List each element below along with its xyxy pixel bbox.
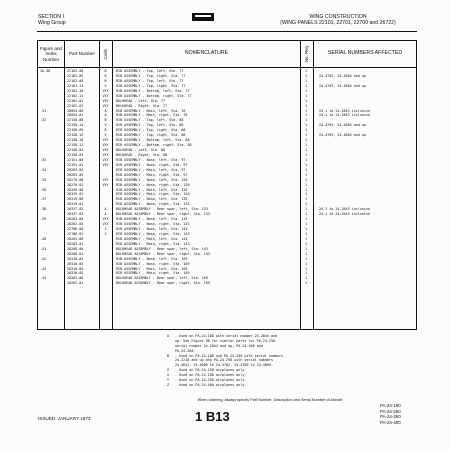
part-number: 22151-01	[67, 162, 84, 167]
quantity-cell: 1	[304, 83, 308, 88]
ordering-note: When ordering, always specify Part Number, Description and Serial Number of Aircraft	[197, 398, 343, 402]
code-notes	[37, 334, 417, 388]
model-list	[380, 403, 401, 425]
quantity-cell: 1	[304, 261, 308, 266]
code-cell: B	[104, 69, 107, 73]
nomenclature-cell: RIB ASSEMBLY - Nose, left, Sta. 135	[116, 197, 188, 202]
quantity-cell: 1	[304, 202, 308, 207]
figure-number: -40	[40, 236, 47, 241]
nomenclature-cell: RIB ASSEMBLY - Main, left, Sta. 97	[116, 167, 186, 172]
note-key: X	[167, 373, 170, 378]
part-number: 22158-09	[67, 128, 84, 133]
nomenclature-cell: RIB ASSEMBLY - Main, left, Sta. 169	[116, 266, 188, 271]
nomenclature-cell: RIB ASSEMBLY - Nose, right, Sta. 169	[116, 261, 190, 266]
note-line	[37, 383, 417, 388]
table-body	[38, 69, 416, 286]
code-header-text: Code	[103, 48, 109, 60]
column-header-part: Part Number	[68, 51, 96, 57]
code-cell: B	[104, 118, 107, 123]
quantity-cell: 1	[304, 222, 308, 227]
part-number: 20310-05	[67, 271, 84, 276]
nomenclature-cell: RIB ASSEMBLY - Main, left, Sta. 78	[116, 108, 186, 113]
model-item: PA-24-250	[380, 408, 401, 414]
part-number: 20263-04	[67, 167, 84, 172]
nomenclature-cell: RIB ASSEMBLY - Nose, left, Sta. 143	[116, 217, 188, 222]
part-number: 22162-09	[67, 73, 84, 78]
part-number: 22158-03	[67, 152, 84, 157]
code-cell: VXY	[102, 157, 109, 162]
code-cell: B	[104, 73, 107, 78]
figure-number: -42	[40, 256, 47, 261]
part-number: 22158-08	[67, 118, 84, 123]
part-number: 22158-10	[67, 138, 84, 143]
nomenclature-cell: BULKHEAD ASSEMBLY - Rear spar, right, Sta. 169	[116, 281, 210, 286]
part-number: 20349-00	[67, 187, 84, 192]
code-cell: A	[104, 108, 107, 113]
part-number: 22151-00	[67, 157, 84, 162]
note-key: A	[167, 334, 170, 338]
nomenclature-cell: RIB ASSEMBLY - Top, right, Sta. 77	[116, 73, 186, 78]
nomenclature-cell: RIB ASSEMBLY - Bottom, right, Sta. 88	[116, 143, 192, 148]
part-number: 20263-01	[67, 241, 84, 246]
note-text: - Used on PA-24-180 and PA-24-250 with serial numbers	[175, 353, 284, 358]
model-item: PA-24-400	[380, 419, 401, 425]
quantity-cell: 1	[304, 108, 308, 113]
nomenclature-cell: BULKHEAD - Left, Sta. 88	[116, 148, 165, 152]
note-text: - Used on PA-24-400 airplanes only.	[175, 382, 247, 387]
serial-cell: 24-1 to 24-2643 inclusive	[319, 212, 371, 217]
serial-cell: 24-1 to 24-2843 inclusive	[319, 108, 371, 113]
quantity-cell: 1	[304, 73, 308, 78]
nomenclature-cell: RIB ASSEMBLY - Top, right, Sta. 88	[116, 128, 186, 133]
nomenclature-cell: RIB ASSEMBLY - Nose, right, Sta. 143	[116, 231, 190, 236]
part-number: 22162-09	[67, 78, 84, 83]
nomenclature-cell: RIB ASSEMBLY - Top, left, Sta. 77	[116, 69, 184, 73]
figure-number: -31	[40, 108, 47, 113]
quantity-cell: 1	[304, 93, 308, 98]
code-cell: Z	[104, 231, 107, 236]
quantity-cell: 1	[304, 192, 308, 197]
nomenclature-cell: RIB ASSEMBLY - Nose, left, Sta. 120	[116, 177, 188, 182]
quantity-cell: 1	[304, 103, 308, 108]
part-number: 20349-01	[67, 192, 84, 197]
nomenclature-cell: RIB ASSEMBLY - Top, left, Sta. 77	[116, 78, 184, 83]
quantity-cell: 1	[304, 152, 308, 157]
part-number: 22786-00	[67, 227, 84, 231]
part-number: 20263-05	[67, 172, 84, 177]
header-left	[38, 14, 66, 26]
nomenclature-cell: RIB ASSEMBLY - Main, left, Sta. 143	[116, 236, 188, 241]
nomenclature-cell: RIB ASSEMBLY - Top, right, Sta. 77	[116, 83, 186, 88]
note-text: - Used on PA-24-180 with serial number 24-2844 and	[175, 334, 278, 338]
nomenclature-cell: BULKHEAD - Left, Sta. 77	[116, 98, 165, 103]
figure-number: -34	[40, 167, 47, 172]
code-cell: VXY	[102, 93, 109, 98]
code-cell: V	[104, 133, 107, 138]
quantity-cell: 1	[304, 236, 308, 241]
nomenclature-cell: RIB ASSEMBLY - Main, right, Sta. 78	[116, 113, 188, 118]
nomenclature-cell: RIB ASSEMBLY - Main, right, Sta. 120	[116, 192, 190, 197]
serial-cell: 24-1 to 24-2843 inclusive	[319, 113, 371, 118]
page-subtitle: (WING PANELS 22101, 22701, 22700 and 26722)	[280, 20, 396, 26]
nomenclature-cell: RIB ASSEMBLY - Nose, right, Sta. 143	[116, 222, 190, 227]
part-number: 22786-01	[67, 231, 84, 236]
group-label: Wing Group	[38, 20, 66, 26]
nomenclature-cell: RIB ASSEMBLY - Main, right, Sta. 97	[116, 172, 188, 177]
nomenclature-cell: BULKHEAD ASSEMBLY - Rear spar, right, Sta. 133	[116, 212, 210, 217]
part-number: 20054-01	[67, 113, 84, 118]
quantity-cell: 1	[304, 138, 308, 143]
nomenclature-cell: RIB ASSEMBLY - Nose, left, Sta. 169	[116, 256, 188, 261]
parts-table	[37, 40, 417, 330]
quantity-cell: 1	[304, 78, 308, 83]
column-header-code	[100, 41, 112, 67]
note-key: Z	[167, 382, 170, 387]
quantity-cell: 1	[304, 98, 308, 103]
quantity-cell: 1	[304, 177, 308, 182]
code-cell: V	[104, 123, 107, 128]
code-cell: VXY	[102, 152, 109, 157]
header-divider	[37, 31, 417, 32]
figure-number: -37	[40, 197, 47, 202]
figure-number: -35	[40, 177, 47, 182]
quantity-cell: 1	[304, 212, 308, 217]
quantity-cell: 1	[304, 69, 308, 73]
part-number: 20337-02	[67, 207, 84, 212]
section-label: SECTION I	[38, 14, 64, 20]
quantity-cell: 1	[304, 271, 308, 276]
page-code: 1 B13	[195, 409, 230, 424]
code-cell: V	[104, 83, 107, 88]
column-header-req	[301, 41, 313, 67]
column-header-figure: Figure and Index Number	[40, 46, 62, 62]
part-number: 20262-00	[67, 276, 84, 281]
part-number: 20270-00	[67, 177, 84, 182]
quantity-cell: 1	[304, 162, 308, 167]
code-cell: VXY	[102, 222, 109, 227]
figure-number: -38	[40, 207, 47, 212]
quantity-cell: 1	[304, 128, 308, 133]
quantity-cell: 1	[304, 217, 308, 222]
part-number: 20263-00	[67, 236, 84, 241]
part-number: 20270-01	[67, 182, 84, 187]
quantity-cell: 1	[304, 241, 308, 246]
note-key: Y	[167, 378, 170, 383]
quantity-cell: 1	[304, 182, 308, 187]
column-header-serial: SERIAL NUMBERS AFFECTED	[327, 50, 403, 57]
figure-number: -44	[40, 276, 47, 281]
part-number: 22158-15	[67, 133, 84, 138]
part-number: 20310-04	[67, 266, 84, 271]
code-cell: VXY	[102, 177, 109, 182]
code-cell: Z	[104, 227, 107, 231]
part-number: 20319-00	[67, 197, 84, 202]
figure-number: -39	[40, 217, 47, 222]
part-number: 20262-03	[67, 222, 84, 227]
nomenclature-cell: RIB ASSEMBLY - Main, right, Sta. 169	[116, 271, 190, 276]
code-cell: VXY	[102, 148, 109, 152]
part-number: 20310-02	[67, 256, 84, 261]
part-number: 22158-11	[67, 143, 84, 148]
note-key: V	[167, 368, 170, 373]
code-cell: B	[104, 78, 107, 83]
figure-number: -43	[40, 266, 47, 271]
nomenclature-cell: RIB ASSEMBLY - Bottom, left, Sta. 77	[116, 88, 190, 93]
part-number: 20319-01	[67, 202, 84, 207]
quantity-cell: 1	[304, 123, 308, 128]
note-text: - Used on PA-24-180 airplanes only.	[175, 373, 247, 378]
nomenclature-cell: RIB ASSEMBLY - Nose, right, Sta. 97	[116, 162, 188, 167]
note-text: PA-24-260.	[175, 348, 196, 353]
quantity-cell: 1	[304, 133, 308, 138]
part-number: 20337-03	[67, 212, 84, 217]
nomenclature-cell: RIB ASSEMBLY - Nose, left, Sta. 97	[116, 157, 186, 162]
quantity-cell: 1	[304, 167, 308, 172]
quantity-cell: 1	[304, 187, 308, 192]
nomenclature-cell: RIB ASSEMBLY - Top, right, Sta. 88	[116, 133, 186, 138]
quantity-cell: 1	[304, 276, 308, 281]
code-cell: VXY	[102, 217, 109, 222]
code-cell: A	[104, 113, 107, 118]
part-number: 22162-10	[67, 88, 84, 93]
figure-number: -33	[40, 157, 47, 162]
brand-logo	[192, 13, 214, 21]
issued-date: ISSUED: JANUARY 1973	[38, 416, 91, 421]
page-title: WING CONSTRUCTION	[309, 14, 367, 20]
quantity-cell: 1	[304, 266, 308, 271]
note-text: 24-2210 and up and PA-24-250 with serial numbers	[175, 358, 273, 363]
note-text: serial number 24-2844 and up, PA-24-400 and	[175, 343, 263, 348]
nomenclature-cell: RIB ASSEMBLY - Nose, left, Sta. 143	[116, 227, 188, 231]
column-header-nomenclature: NOMENCLATURE	[184, 50, 229, 57]
code-cell: VXY	[102, 138, 109, 143]
quantity-cell: 1	[304, 227, 308, 231]
part-number: 22162-13	[67, 83, 84, 88]
nomenclature-cell: RIB ASSEMBLY - Nose, right, Sta. 135	[116, 202, 190, 207]
nomenclature-cell: RIB ASSEMBLY - Main, right, Sta. 143	[116, 241, 190, 246]
nomenclature-cell: RIB ASSEMBLY - Top, left, Sta. 88	[116, 118, 184, 123]
part-number: 22162-08	[67, 69, 84, 73]
part-number: 20262-01	[67, 281, 84, 286]
quantity-cell: 1	[304, 281, 308, 286]
nomenclature-cell: BULKHEAD - Right, Sta. 77	[116, 103, 168, 108]
model-item: PA-24-260	[380, 414, 401, 420]
quantity-cell: 1	[304, 113, 308, 118]
note-key: B	[167, 353, 170, 358]
code-cell: VXY	[102, 182, 109, 187]
code-cell: VXY	[102, 88, 109, 93]
note-text: 24-3642, 24-4000 to 24-4702, 24-4780 to 24-4803.	[175, 363, 273, 368]
figure-number: -36	[40, 187, 47, 192]
quantity-cell: 1	[304, 157, 308, 162]
code-cell: VXY	[102, 103, 109, 108]
quantity-cell: 1	[304, 256, 308, 261]
part-number: 22162-02	[67, 98, 84, 103]
part-number: 20054-00	[67, 108, 84, 113]
code-cell: A	[104, 212, 107, 217]
quantity-cell: 1	[304, 148, 308, 152]
model-item: PA-24-180	[380, 403, 401, 408]
note-text: up. See Figure 3B for similar parts for PA-24-250	[175, 338, 276, 343]
figure-number: -32	[40, 118, 47, 123]
nomenclature-cell: RIB ASSEMBLY - Top, left, Sta. 88	[116, 123, 184, 128]
code-cell: VXY	[102, 98, 109, 103]
nomenclature-cell: RIB ASSEMBLY - Bottom, left, Sta. 88	[116, 138, 190, 143]
serial-cell: 24-1 to 24-2643 inclusive	[319, 207, 371, 212]
serial-cell: 24-4703, 24-4804 and up	[319, 73, 366, 78]
part-number: 20268-01	[67, 251, 84, 256]
nomenclature-cell: RIB ASSEMBLY - Bottom, right, Sta. 77	[116, 93, 192, 98]
quantity-cell: 1	[304, 251, 308, 256]
note-text: - Used on PA-24-250 airplanes only.	[175, 378, 247, 383]
serial-cell: 24-4703, 24-4804 and up	[319, 123, 366, 128]
code-cell: VXY	[102, 162, 109, 167]
part-number: 20310-03	[67, 261, 84, 266]
part-number: 22162-11	[67, 93, 84, 98]
quantity-cell: 1	[304, 246, 308, 251]
nomenclature-cell: RIB ASSEMBLY - Main, left, Sta. 120	[116, 187, 188, 192]
quantity-cell: 1	[304, 231, 308, 236]
nomenclature-cell: RIB ASSEMBLY - Nose, right, Sta. 120	[116, 182, 190, 187]
quantity-cell: 1	[304, 207, 308, 212]
figure-number: -41	[40, 246, 47, 251]
note-text: - Used on PA-24-250 airplanes only.	[175, 368, 247, 373]
nomenclature-cell: BULKHEAD ASSEMBLY - Rear spar, left, Sta. 143	[116, 246, 208, 251]
header-row-divider	[38, 67, 416, 68]
part-number: 20268-00	[67, 246, 84, 251]
quantity-cell: 1	[304, 88, 308, 93]
part-number: 22162-03	[67, 103, 84, 108]
code-cell: B	[104, 128, 107, 133]
part-number: 22158-02	[67, 148, 84, 152]
nomenclature-cell: BULKHEAD - Right, Sta. 88	[116, 152, 168, 157]
nomenclature-cell: BULKHEAD ASSEMBLY - Rear spar, left, Sta. 169	[116, 276, 208, 281]
header-right	[268, 14, 408, 26]
figure-number: 3A-58	[40, 69, 51, 73]
quantity-cell: 1	[304, 197, 308, 202]
quantity-cell: 1	[304, 172, 308, 177]
serial-cell: 24-4703, 24-4804 and up	[319, 83, 366, 88]
code-cell: VXY	[102, 143, 109, 148]
quantity-cell: 1	[304, 143, 308, 148]
serial-cell: 24-4703, 24-4804 and up	[319, 133, 366, 138]
req-header-text: No. Req	[304, 45, 310, 63]
part-number: 22158-14	[67, 123, 84, 128]
quantity-cell: 1	[304, 118, 308, 123]
part-number: 20262-00	[67, 217, 84, 222]
nomenclature-cell: BULKHEAD ASSEMBLY - Rear spar, right, Sta. 143	[116, 251, 210, 256]
nomenclature-cell: BULKHEAD ASSEMBLY - Rear spar, left, Sta. 133	[116, 207, 208, 212]
table-row	[38, 281, 416, 286]
code-cell: A	[104, 207, 107, 212]
